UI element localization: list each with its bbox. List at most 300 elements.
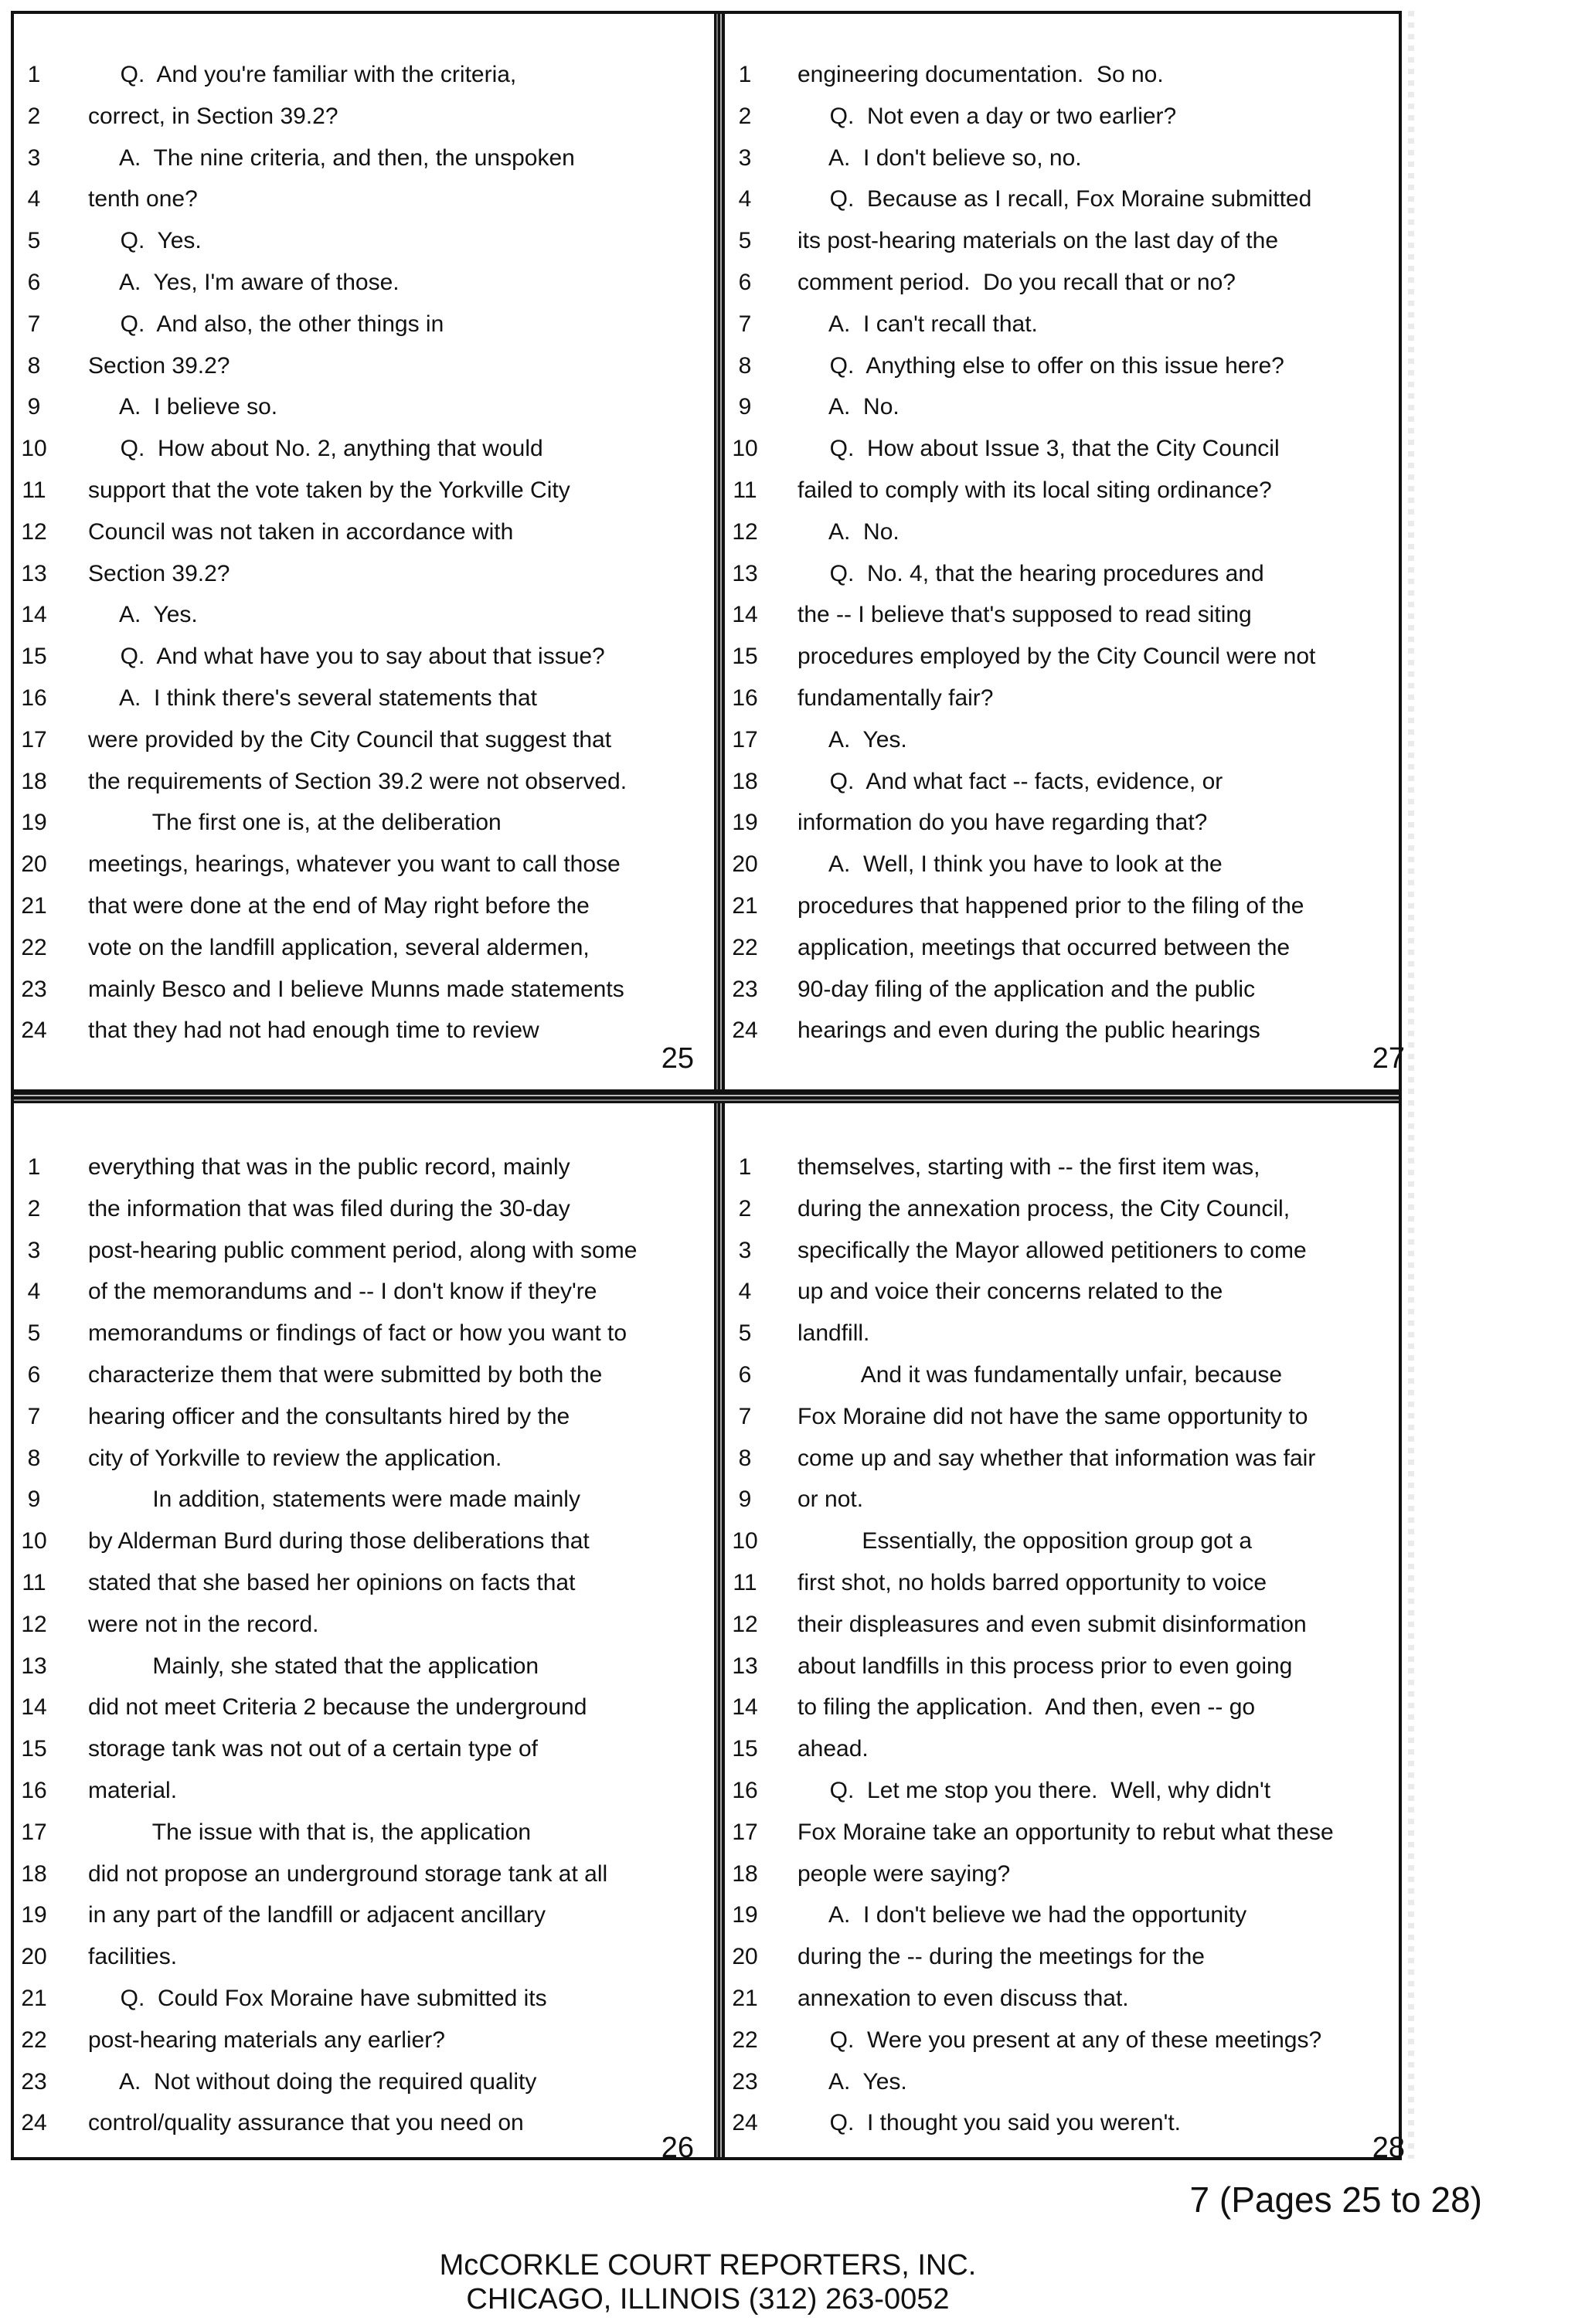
line-number: 6 bbox=[738, 1361, 752, 1388]
line-text: A. Well, I think you have to look at the bbox=[798, 851, 1223, 878]
line-text: or not. bbox=[798, 1486, 864, 1513]
transcript-line bbox=[14, 96, 703, 138]
transcript-line bbox=[14, 719, 703, 761]
line-text: characterize them that were submitted by both the bbox=[88, 1361, 603, 1388]
transcript-line bbox=[725, 262, 1414, 304]
line-text: A. I don't believe we had the opportunity bbox=[798, 1902, 1247, 1928]
transcript-line bbox=[725, 1728, 1414, 1770]
page-range-label: 7 (Pages 25 to 28) bbox=[1189, 2180, 1482, 2220]
transcript-line bbox=[725, 1604, 1414, 1646]
line-number: 23 bbox=[732, 976, 758, 1002]
line-text: A. The nine criteria, and then, the unspoken bbox=[88, 144, 575, 171]
transcript-line bbox=[14, 553, 703, 595]
line-number: 4 bbox=[27, 186, 41, 212]
line-text: first shot, no holds barred opportunity to voice bbox=[798, 1569, 1267, 1595]
line-text: facilities. bbox=[88, 1944, 178, 1970]
line-number: 1 bbox=[738, 1154, 752, 1180]
transcript-lines bbox=[725, 1147, 1414, 2144]
transcript-line bbox=[14, 1147, 703, 1188]
transcript-line bbox=[725, 96, 1414, 138]
line-number: 4 bbox=[738, 186, 752, 212]
line-text: specifically the Mayor allowed petitioners to come bbox=[798, 1237, 1307, 1263]
line-text: failed to comply with its local siting ordinance? bbox=[798, 477, 1272, 503]
transcript-line bbox=[14, 1604, 703, 1646]
transcript-line bbox=[725, 1978, 1414, 2020]
line-text: vote on the landfill application, several aldermen, bbox=[88, 934, 590, 960]
transcript-line bbox=[725, 1354, 1414, 1396]
line-number: 11 bbox=[22, 477, 46, 503]
line-number: 11 bbox=[733, 1569, 757, 1595]
transcript-line bbox=[725, 220, 1414, 262]
transcript-line bbox=[725, 636, 1414, 678]
line-text: material. bbox=[88, 1777, 178, 1803]
line-text: support that the vote taken by the Yorkville City bbox=[88, 477, 570, 503]
line-number: 9 bbox=[27, 394, 41, 420]
transcript-line bbox=[14, 802, 703, 844]
transcript-line bbox=[14, 761, 703, 803]
line-text: ahead. bbox=[798, 1736, 869, 1762]
transcript-line bbox=[14, 1770, 703, 1812]
line-number: 23 bbox=[21, 976, 47, 1002]
line-text: And it was fundamentally unfair, because bbox=[798, 1361, 1283, 1388]
line-number: 10 bbox=[21, 1528, 47, 1554]
transcript-line bbox=[14, 1853, 703, 1895]
transcript-line bbox=[725, 844, 1414, 885]
line-text: 90-day filing of the application and the public bbox=[798, 976, 1256, 1002]
line-number: 19 bbox=[21, 810, 47, 836]
line-text: Council was not taken in accordance with bbox=[88, 518, 514, 545]
page-number: 26 bbox=[661, 2132, 694, 2164]
line-text: mainly Besco and I believe Munns made statements bbox=[88, 976, 624, 1002]
transcript-line bbox=[725, 304, 1414, 345]
line-number: 10 bbox=[732, 1528, 758, 1554]
transcript-line bbox=[14, 1438, 703, 1480]
page-number: 27 bbox=[1372, 1042, 1405, 1075]
line-text: A. I believe so. bbox=[88, 394, 278, 420]
line-number: 3 bbox=[738, 1237, 752, 1263]
line-text: fundamentally fair? bbox=[798, 685, 994, 711]
transcript-line bbox=[14, 1520, 703, 1562]
line-number: 16 bbox=[732, 1777, 758, 1803]
line-text: stated that she based her opinions on facts that bbox=[88, 1569, 576, 1595]
line-text: Section 39.2? bbox=[88, 352, 230, 379]
transcript-line bbox=[725, 1894, 1414, 1936]
transcript-line bbox=[14, 2061, 703, 2103]
transcript-line bbox=[14, 345, 703, 387]
transcript-line bbox=[14, 470, 703, 511]
line-text: their displeasures and even submit disinformation bbox=[798, 1611, 1307, 1637]
line-number: 10 bbox=[732, 436, 758, 462]
line-text: A. No. bbox=[798, 394, 900, 420]
line-text: hearings and even during the public hearings bbox=[798, 1018, 1260, 1044]
line-number: 16 bbox=[21, 1777, 47, 1803]
line-number: 2 bbox=[738, 103, 752, 129]
line-number: 2 bbox=[738, 1195, 752, 1221]
line-text: that were done at the end of May right before the bbox=[88, 892, 590, 919]
transcript-line bbox=[725, 1271, 1414, 1313]
line-number: 19 bbox=[21, 1902, 47, 1928]
line-text: Q. And also, the other things in bbox=[88, 311, 444, 337]
line-text: A. I can't recall that. bbox=[798, 311, 1038, 337]
line-number: 9 bbox=[738, 394, 752, 420]
line-text: Section 39.2? bbox=[88, 560, 230, 586]
transcript-line bbox=[14, 1354, 703, 1396]
line-text: Q. Because as I recall, Fox Moraine submitted bbox=[798, 186, 1312, 212]
transcript-line bbox=[725, 470, 1414, 511]
transcript-line bbox=[14, 1687, 703, 1728]
transcript-line bbox=[725, 138, 1414, 179]
line-text: tenth one? bbox=[88, 186, 198, 212]
line-number: 17 bbox=[732, 1819, 758, 1845]
transcript-line bbox=[14, 594, 703, 636]
line-text: Q. No. 4, that the hearing procedures and bbox=[798, 560, 1264, 586]
transcript-line bbox=[725, 1438, 1414, 1480]
transcript-line bbox=[725, 719, 1414, 761]
line-text: Q. Not even a day or two earlier? bbox=[798, 103, 1177, 129]
transcript-line bbox=[14, 969, 703, 1011]
transcript-line bbox=[725, 969, 1414, 1011]
line-text: procedures employed by the City Council were not bbox=[798, 644, 1316, 670]
line-text: the information that was filed during the 30-day bbox=[88, 1195, 570, 1221]
line-text: Q. I thought you said you weren't. bbox=[798, 2110, 1181, 2136]
line-number: 20 bbox=[732, 1944, 758, 1970]
transcript-line bbox=[14, 428, 703, 470]
line-text: the -- I believe that's supposed to read siting bbox=[798, 602, 1252, 628]
transcript-line bbox=[14, 1894, 703, 1936]
transcript-line bbox=[14, 1646, 703, 1687]
transcript-line bbox=[14, 54, 703, 96]
horizontal-divider bbox=[14, 1089, 1399, 1103]
line-text: correct, in Section 39.2? bbox=[88, 103, 338, 129]
transcript-line bbox=[725, 1687, 1414, 1728]
transcript-line bbox=[14, 220, 703, 262]
transcript-line bbox=[725, 178, 1414, 220]
transcript-line bbox=[14, 511, 703, 553]
transcript-line bbox=[725, 1812, 1414, 1853]
transcript-line bbox=[725, 1010, 1414, 1052]
transcript-line bbox=[14, 636, 703, 678]
line-text: control/quality assurance that you need on bbox=[88, 2110, 524, 2136]
transcript-line bbox=[14, 1271, 703, 1313]
line-number: 18 bbox=[21, 768, 47, 794]
transcript-line bbox=[14, 1728, 703, 1770]
transcript-line bbox=[14, 1978, 703, 2020]
line-number: 17 bbox=[21, 726, 47, 753]
line-number: 3 bbox=[27, 1237, 41, 1263]
line-number: 10 bbox=[21, 436, 47, 462]
transcript-line bbox=[725, 885, 1414, 927]
line-number: 8 bbox=[27, 352, 41, 379]
line-text: during the annexation process, the City Council, bbox=[798, 1195, 1291, 1221]
line-number: 15 bbox=[21, 1736, 47, 1762]
line-number: 3 bbox=[27, 144, 41, 171]
line-number: 8 bbox=[738, 1445, 752, 1471]
transcript-line bbox=[725, 1853, 1414, 1895]
line-number: 15 bbox=[732, 1736, 758, 1762]
line-number: 14 bbox=[21, 1694, 47, 1721]
line-text: of the memorandums and -- I don't know if they're bbox=[88, 1279, 597, 1305]
transcript-page-28 bbox=[725, 1103, 1414, 2169]
transcript-line bbox=[725, 802, 1414, 844]
line-number: 21 bbox=[21, 892, 47, 919]
transcript-page-26 bbox=[14, 1103, 703, 2169]
transcript-line bbox=[725, 1479, 1414, 1520]
transcript-line bbox=[725, 1520, 1414, 1562]
transcript-line bbox=[725, 553, 1414, 595]
line-number: 6 bbox=[27, 269, 41, 295]
line-number: 24 bbox=[732, 1018, 758, 1044]
line-number: 12 bbox=[732, 518, 758, 545]
transcript-line bbox=[14, 304, 703, 345]
line-number: 16 bbox=[732, 685, 758, 711]
line-text: procedures that happened prior to the filing of the bbox=[798, 892, 1304, 919]
line-number: 19 bbox=[732, 810, 758, 836]
line-text: come up and say whether that information was fair bbox=[798, 1445, 1316, 1471]
line-number: 21 bbox=[732, 892, 758, 919]
line-text: in any part of the landfill or adjacent ancillary bbox=[88, 1902, 546, 1928]
line-number: 21 bbox=[21, 1985, 47, 2011]
transcript-line bbox=[725, 1313, 1414, 1354]
line-text: Q. And you're familiar with the criteria, bbox=[88, 62, 517, 87]
transcript-line bbox=[725, 594, 1414, 636]
line-text: In addition, statements were made mainly bbox=[88, 1486, 580, 1513]
line-text: A. Not without doing the required quality bbox=[88, 2068, 537, 2095]
page-number: 28 bbox=[1372, 2132, 1405, 2164]
line-number: 2 bbox=[27, 103, 41, 129]
line-number: 6 bbox=[27, 1361, 41, 1388]
transcript-line bbox=[14, 138, 703, 179]
line-number: 1 bbox=[27, 62, 41, 87]
line-number: 3 bbox=[738, 144, 752, 171]
line-number: 16 bbox=[21, 685, 47, 711]
transcript-sheet bbox=[11, 11, 1405, 2164]
transcript-line bbox=[14, 262, 703, 304]
line-text: post-hearing materials any earlier? bbox=[88, 2027, 445, 2053]
company-contact: CHICAGO, ILLINOIS (312) 263-0052 bbox=[466, 2283, 950, 2316]
line-text: Q. And what fact -- facts, evidence, or bbox=[798, 768, 1223, 794]
line-text: everything that was in the public record, mainly bbox=[88, 1154, 570, 1180]
line-number: 23 bbox=[732, 2068, 758, 2095]
line-number: 20 bbox=[21, 1944, 47, 1970]
line-number: 14 bbox=[732, 602, 758, 628]
line-text: hearing officer and the consultants hired by the bbox=[88, 1403, 570, 1429]
line-number: 8 bbox=[738, 352, 752, 379]
line-text: were not in the record. bbox=[88, 1611, 319, 1637]
line-text: themselves, starting with -- the first item was, bbox=[798, 1154, 1260, 1180]
line-number: 20 bbox=[21, 851, 47, 878]
line-text: Essentially, the opposition group got a bbox=[798, 1528, 1253, 1554]
line-text: information do you have regarding that? bbox=[798, 810, 1208, 836]
line-text: The issue with that is, the application bbox=[88, 1819, 532, 1845]
line-text: the requirements of Section 39.2 were not observed. bbox=[88, 768, 627, 794]
line-text: people were saying? bbox=[798, 1860, 1011, 1887]
line-text: about landfills in this process prior to even going bbox=[798, 1653, 1293, 1679]
transcript-line bbox=[14, 1936, 703, 1978]
transcript-line bbox=[14, 1313, 703, 1354]
line-text: did not propose an underground storage tank at all bbox=[88, 1860, 608, 1887]
transcript-line bbox=[14, 678, 703, 719]
transcript-line bbox=[725, 1147, 1414, 1188]
transcript-lines bbox=[725, 54, 1414, 1052]
line-number: 8 bbox=[27, 1445, 41, 1471]
transcript-line bbox=[725, 1936, 1414, 1978]
transcript-line bbox=[725, 428, 1414, 470]
transcript-line bbox=[14, 844, 703, 885]
line-number: 5 bbox=[738, 228, 752, 254]
line-number: 5 bbox=[738, 1320, 752, 1347]
line-text: memorandums or findings of fact or how you want to bbox=[88, 1320, 627, 1347]
line-text: A. Yes, I'm aware of those. bbox=[88, 269, 400, 295]
line-number: 5 bbox=[27, 1320, 41, 1347]
line-text: Q. Anything else to offer on this issue here? bbox=[798, 352, 1284, 379]
line-number: 20 bbox=[732, 851, 758, 878]
transcript-line bbox=[14, 2020, 703, 2061]
line-number: 5 bbox=[27, 228, 41, 254]
line-text: A. I think there's several statements that bbox=[88, 685, 538, 711]
line-number: 9 bbox=[27, 1486, 41, 1513]
transcript-page-27 bbox=[725, 14, 1414, 1080]
line-number: 1 bbox=[27, 1154, 41, 1180]
transcript-line bbox=[725, 345, 1414, 387]
line-text: A. Yes. bbox=[798, 2068, 907, 2095]
line-number: 22 bbox=[21, 2027, 47, 2053]
transcript-line bbox=[725, 386, 1414, 428]
transcript-line bbox=[725, 1188, 1414, 1230]
transcript-line bbox=[14, 1812, 703, 1853]
line-text: A. Yes. bbox=[88, 602, 198, 628]
transcript-line bbox=[14, 2102, 703, 2144]
line-number: 24 bbox=[21, 1018, 47, 1044]
line-number: 18 bbox=[732, 1860, 758, 1887]
transcript-line bbox=[725, 54, 1414, 96]
line-number: 18 bbox=[21, 1860, 47, 1887]
transcript-line bbox=[725, 2020, 1414, 2061]
transcript-line bbox=[14, 1188, 703, 1230]
line-text: landfill. bbox=[798, 1320, 870, 1347]
line-number: 13 bbox=[21, 560, 47, 586]
transcript-line bbox=[725, 511, 1414, 553]
scan-edge-strip bbox=[1408, 11, 1414, 2159]
transcript-line bbox=[725, 1230, 1414, 1272]
transcript-line bbox=[725, 1562, 1414, 1604]
transcript-line bbox=[725, 2061, 1414, 2103]
line-text: city of Yorkville to review the application. bbox=[88, 1445, 502, 1471]
line-text: annexation to even discuss that. bbox=[798, 1985, 1129, 2011]
line-number: 13 bbox=[732, 560, 758, 586]
transcript-line bbox=[725, 678, 1414, 719]
line-number: 15 bbox=[732, 644, 758, 670]
line-text: did not meet Criteria 2 because the underground bbox=[88, 1694, 587, 1721]
line-number: 19 bbox=[732, 1902, 758, 1928]
line-text: application, meetings that occurred between the bbox=[798, 934, 1291, 960]
transcript-line bbox=[14, 1562, 703, 1604]
line-text: A. No. bbox=[798, 518, 900, 545]
line-number: 24 bbox=[21, 2110, 47, 2136]
line-number: 14 bbox=[21, 602, 47, 628]
line-number: 18 bbox=[732, 768, 758, 794]
line-number: 24 bbox=[732, 2110, 758, 2136]
line-number: 13 bbox=[732, 1653, 758, 1679]
line-number: 15 bbox=[21, 644, 47, 670]
transcript-line bbox=[725, 2102, 1414, 2144]
transcript-line bbox=[725, 1770, 1414, 1812]
line-text: The first one is, at the deliberation bbox=[88, 810, 502, 836]
transcript-line bbox=[725, 927, 1414, 969]
line-number: 12 bbox=[21, 518, 47, 545]
line-text: Q. How about Issue 3, that the City Council bbox=[798, 436, 1280, 462]
line-text: Q. Let me stop you there. Well, why didn't bbox=[798, 1777, 1271, 1803]
line-text: Fox Moraine did not have the same opportunity to bbox=[798, 1403, 1308, 1429]
line-number: 13 bbox=[21, 1653, 47, 1679]
transcript-line bbox=[14, 178, 703, 220]
line-number: 7 bbox=[738, 311, 752, 337]
line-number: 6 bbox=[738, 269, 752, 295]
line-text: during the -- during the meetings for the bbox=[798, 1944, 1205, 1970]
transcript-line bbox=[14, 927, 703, 969]
line-text: Mainly, she stated that the application bbox=[88, 1653, 539, 1679]
line-number: 14 bbox=[732, 1694, 758, 1721]
transcript-line bbox=[14, 1479, 703, 1520]
line-number: 21 bbox=[732, 1985, 758, 2011]
line-text: were provided by the City Council that suggest that bbox=[88, 726, 612, 753]
transcript-line bbox=[14, 1396, 703, 1438]
transcript-lines bbox=[14, 54, 703, 1052]
line-text: Q. And what have you to say about that issue? bbox=[88, 644, 605, 670]
line-text: Q. Were you present at any of these meetings? bbox=[798, 2027, 1322, 2053]
line-text: by Alderman Burd during those deliberations that bbox=[88, 1528, 590, 1554]
line-text: its post-hearing materials on the last day of the bbox=[798, 228, 1279, 254]
line-text: up and voice their concerns related to the bbox=[798, 1279, 1223, 1305]
line-number: 22 bbox=[21, 934, 47, 960]
line-text: Q. Could Fox Moraine have submitted its bbox=[88, 1985, 547, 2011]
line-text: meetings, hearings, whatever you want to call those bbox=[88, 851, 621, 878]
line-number: 11 bbox=[733, 477, 757, 503]
line-text: Q. How about No. 2, anything that would bbox=[88, 436, 543, 462]
transcript-line bbox=[14, 1230, 703, 1272]
line-number: 11 bbox=[22, 1569, 46, 1595]
transcript-line bbox=[14, 885, 703, 927]
line-text: to filing the application. And then, even -- go bbox=[798, 1694, 1256, 1721]
transcript-lines bbox=[14, 1147, 703, 2144]
transcript-line bbox=[14, 386, 703, 428]
line-number: 22 bbox=[732, 2027, 758, 2053]
line-text: storage tank was not out of a certain type of bbox=[88, 1736, 539, 1762]
line-number: 7 bbox=[27, 311, 41, 337]
line-number: 12 bbox=[21, 1611, 47, 1637]
transcript-line bbox=[725, 1396, 1414, 1438]
line-number: 4 bbox=[738, 1279, 752, 1305]
line-text: Fox Moraine take an opportunity to rebut what these bbox=[798, 1819, 1334, 1845]
line-text: post-hearing public comment period, along with some bbox=[88, 1237, 638, 1263]
line-number: 7 bbox=[27, 1403, 41, 1429]
transcript-line bbox=[14, 1010, 703, 1052]
line-text: that they had not had enough time to review bbox=[88, 1018, 539, 1044]
line-number: 17 bbox=[732, 726, 758, 753]
company-name: McCORKLE COURT REPORTERS, INC. bbox=[439, 2249, 977, 2282]
line-number: 23 bbox=[21, 2068, 47, 2095]
line-number: 2 bbox=[27, 1195, 41, 1221]
page-number: 25 bbox=[661, 1042, 694, 1075]
transcript-page-25 bbox=[14, 14, 703, 1080]
line-text: comment period. Do you recall that or no? bbox=[798, 269, 1236, 295]
line-number: 17 bbox=[21, 1819, 47, 1845]
transcript-line bbox=[725, 1646, 1414, 1687]
line-text: A. Yes. bbox=[798, 726, 907, 753]
line-number: 9 bbox=[738, 1486, 752, 1513]
line-number: 22 bbox=[732, 934, 758, 960]
line-text: engineering documentation. So no. bbox=[798, 62, 1164, 87]
line-number: 1 bbox=[738, 62, 752, 87]
